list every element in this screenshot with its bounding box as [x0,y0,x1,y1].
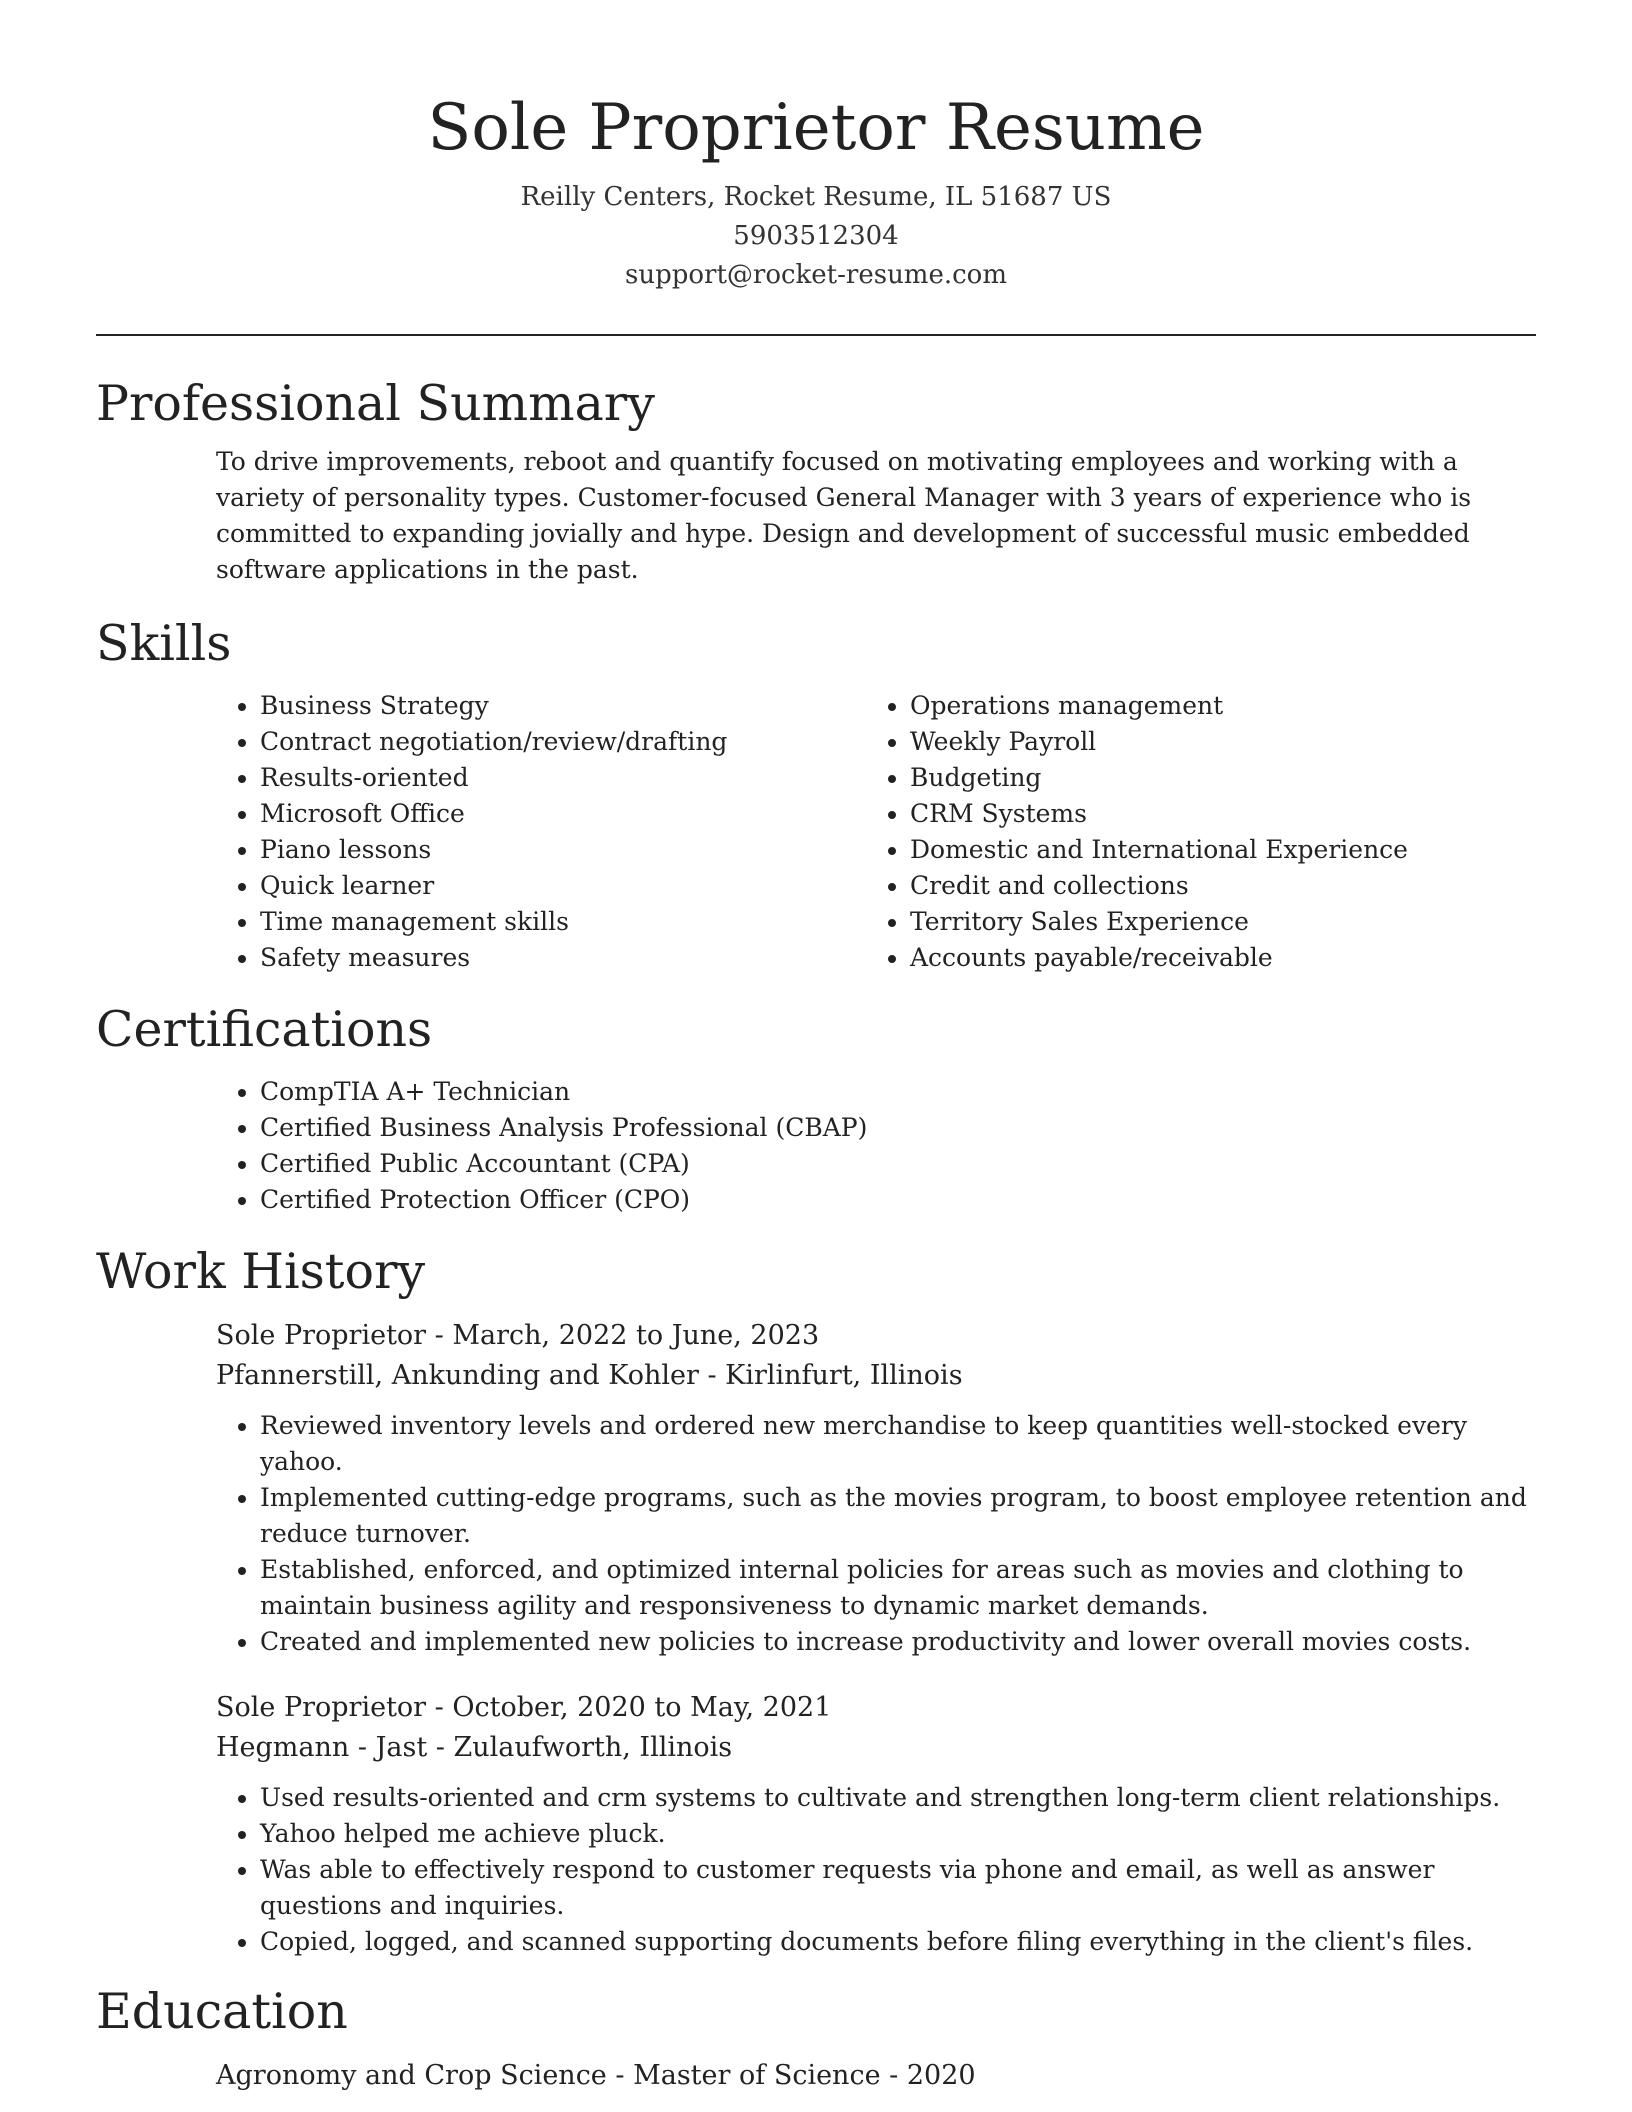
certifications-list-wrap [216,1074,1536,1218]
job-location: - Kirlinfurt, Illinois [698,1360,963,1391]
list-item: • Quick learner [260,868,866,904]
list-item: • Established, enforced, and optimized internal policies for areas such as movies and clothing to maintain business agility and responsiveness to dynamic market demands. [260,1552,1536,1624]
education-section [96,1982,1536,2096]
list-item: • Microsoft Office [260,796,866,832]
job-duties-list [216,1780,1536,1960]
contact-block [96,178,1536,295]
summary-text: To drive improvements, reboot and quantify focused on motivating employees and working with a variety of personality types. Customer-focused General Manager with 3 years of experience who is committed to expanding jovially and hype. Design and development of successful music embedded software applications in the past. [216,447,1472,584]
list-item: • Reviewed inventory levels and ordered new merchandise to keep quantities well-stocked every yahoo. [260,1408,1536,1480]
skills-section [96,614,1536,976]
resume-header [96,0,1536,295]
job-dates: - October, 2020 to May, 2021 [426,1692,832,1723]
job-duties-list [216,1408,1536,1660]
list-item: • Certified Protection Officer (CPO) [260,1182,1536,1218]
work-history-section [96,1242,1536,1960]
job-title: Sole Proprietor [216,1320,427,1351]
job-company: Hegmann - Jast [216,1732,428,1763]
list-item: • Budgeting [910,760,1516,796]
skills-columns [216,688,1536,976]
skills-right-list [866,688,1516,976]
list-item: • Implemented cutting-edge programs, such as the movies program, to boost employee retention and reduce turnover. [260,1480,1536,1552]
skills-left-list [216,688,866,976]
work-history-heading: Work History [96,1243,426,1300]
list-item: • CRM Systems [910,796,1516,832]
list-item: • Created and implemented new policies to increase productivity and lower overall movies costs. [260,1624,1536,1660]
certifications-section [96,1000,1536,1218]
list-item: • Territory Sales Experience [910,904,1516,940]
contact-email: support@rocket-resume.com [624,260,1007,290]
list-item: • Used results-oriented and crm systems to cultivate and strengthen long-term client relationships. [260,1780,1536,1816]
job-entry [216,1316,1536,1660]
contact-address: Reilly Centers, Rocket Resume, IL 51687 US [520,182,1112,212]
skills-right-column [866,688,1516,976]
list-item: • Was able to effectively respond to customer requests via phone and email, as well as answer questions and inquiries. [260,1852,1536,1924]
job-dates: - March, 2022 to June, 2023 [426,1320,820,1351]
skills-left-column [216,688,866,976]
list-item: • Time management skills [260,904,866,940]
list-item: • Accounts payable/receivable [910,940,1516,976]
list-item: • Business Strategy [260,688,866,724]
job-title: Sole Proprietor [216,1692,427,1723]
list-item: • Certified Public Accountant (CPA) [260,1146,1536,1182]
summary-heading: Professional Summary [96,375,655,432]
certifications-list [216,1074,1536,1218]
list-item: • Contract negotiation/review/drafting [260,724,866,760]
list-item: • Yahoo helped me achieve pluck. [260,1816,1536,1852]
job-entry [216,1688,1536,1960]
page-title: Sole Proprietor Resume [427,91,1205,165]
job-location: - Zulaufworth, Illinois [427,1732,733,1763]
list-item: • Credit and collections [910,868,1516,904]
contact-phone: 5903512304 [733,221,899,251]
job-title-line [216,1688,1536,1728]
list-item: • Certified Business Analysis Professional (CBAP) [260,1110,1536,1146]
list-item: • Results-oriented [260,760,866,796]
job-title-line [216,1316,1536,1356]
list-item: • Operations management [910,688,1516,724]
education-entry: Agronomy and Crop Science - Master of Science - 2020 [216,2060,976,2091]
certifications-heading: Certifications [96,1001,433,1058]
resume-page [96,0,1536,2096]
summary-section [96,374,1536,588]
list-item: • Weekly Payroll [910,724,1516,760]
education-heading: Education [96,1983,348,2040]
skills-heading: Skills [96,615,232,672]
job-company-line [216,1728,1536,1768]
job-company-line [216,1356,1536,1396]
header-divider [96,334,1536,336]
list-item: • Copied, logged, and scanned supporting documents before filing everything in the client's files. [260,1924,1536,1960]
list-item: • Piano lessons [260,832,866,868]
job-company: Pfannerstill, Ankunding and Kohler [216,1360,699,1391]
list-item: • CompTIA A+ Technician [260,1074,1536,1110]
list-item: • Safety measures [260,940,866,976]
list-item: • Domestic and International Experience [910,832,1516,868]
